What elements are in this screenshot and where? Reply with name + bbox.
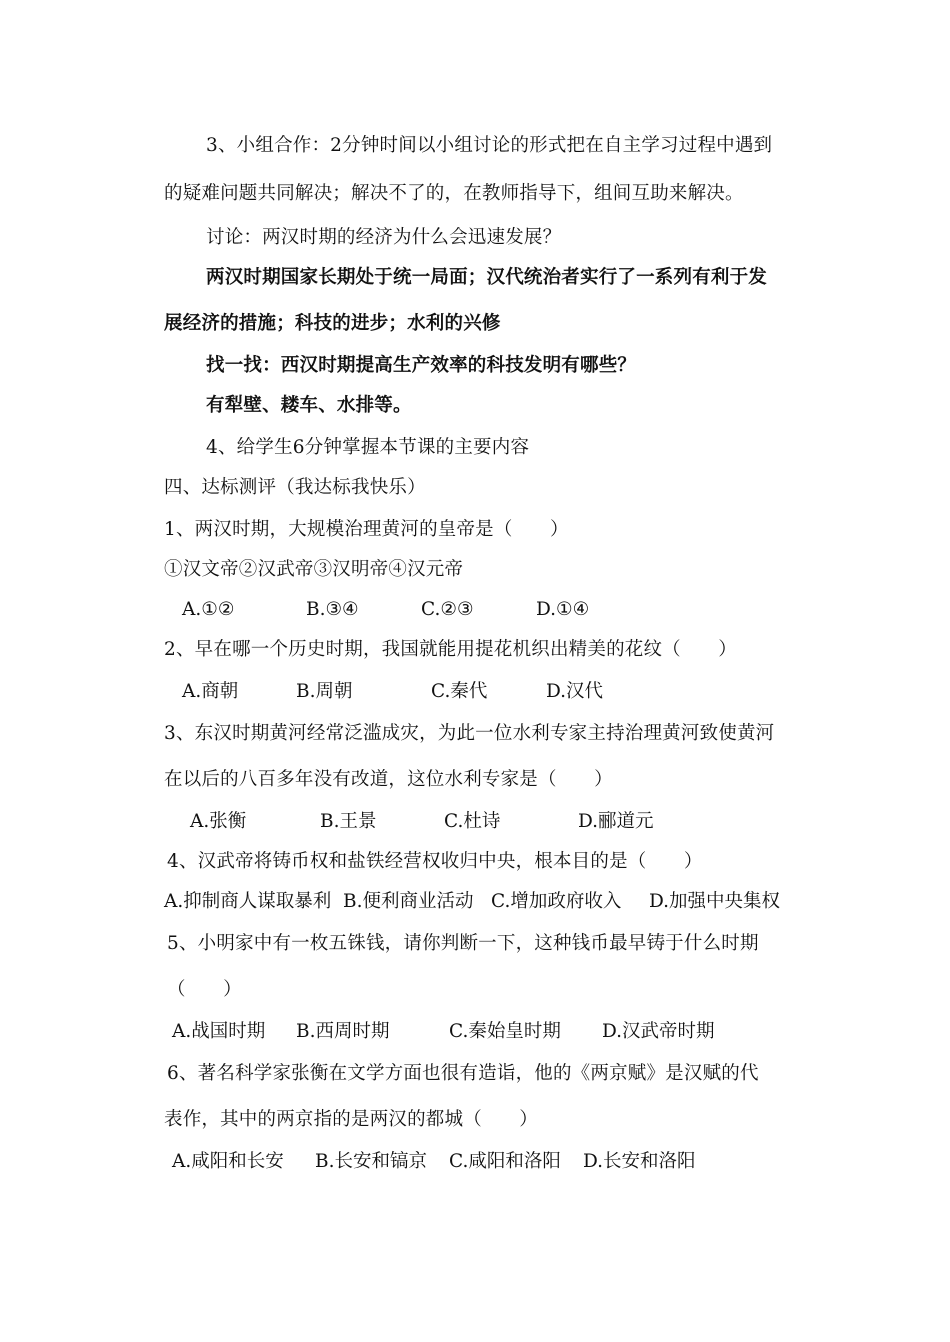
option-a: A.商朝 bbox=[182, 681, 239, 702]
discussion-answer-line-1: 两汉时期国家长期处于统一局面；汉代统治者实行了一系列有利于发 bbox=[206, 267, 768, 288]
question-6-stem-line-1: 6、著名科学家张衡在文学方面也很有造诣，他的《两京赋》是汉赋的代 bbox=[167, 1063, 759, 1084]
option-b: B.便利商业活动 bbox=[343, 891, 474, 912]
find-answer: 有犁壁、耧车、水排等。 bbox=[206, 395, 412, 416]
option-d: D.汉武帝时期 bbox=[602, 1021, 715, 1042]
item-4: 4、给学生6分钟掌握本节课的主要内容 bbox=[206, 437, 530, 458]
question-4-stem: 4、汉武帝将铸币权和盐铁经营权收归中央，根本目的是（ ） bbox=[167, 851, 703, 872]
option-b: B.王景 bbox=[320, 811, 377, 832]
option-b: B.长安和镐京 bbox=[315, 1151, 427, 1172]
question-2-stem: 2、早在哪一个历史时期，我国就能用提花机织出精美的花纹（ ） bbox=[164, 639, 737, 660]
discussion-question: 讨论：两汉时期的经济为什么会迅速发展？ bbox=[206, 227, 562, 248]
option-a: A.①② bbox=[182, 599, 235, 620]
group-work-line-1: 3、小组合作：2分钟时间以小组讨论的形式把在自主学习过程中遇到 bbox=[206, 135, 773, 156]
section-heading: 四、达标测评（我达标我快乐） bbox=[164, 477, 426, 498]
option-d: D.汉代 bbox=[546, 681, 604, 702]
question-3-stem-line-2: 在以后的八百多年没有改道，这位水利专家是（ ） bbox=[164, 769, 613, 790]
option-d: D.郦道元 bbox=[578, 811, 654, 832]
question-6-stem-line-2: 表作，其中的两京指的是两汉的都城（ ） bbox=[164, 1109, 539, 1130]
question-1-choices: ①汉文帝②汉武帝③汉明帝④汉元帝 bbox=[164, 559, 464, 580]
option-d: D.加强中央集权 bbox=[649, 891, 781, 912]
option-a: A.张衡 bbox=[190, 811, 247, 832]
option-a: A.咸阳和长安 bbox=[172, 1151, 284, 1172]
question-5-stem-line-1: 5、小明家中有一枚五铢钱，请你判断一下，这种钱币最早铸于什么时期 bbox=[167, 933, 759, 954]
question-3-stem-line-1: 3、东汉时期黄河经常泛滥成灾，为此一位水利专家主持治理黄河致使黄河 bbox=[164, 723, 775, 744]
question-5-stem-line-2: （ ） bbox=[167, 979, 242, 1000]
option-c: C.杜诗 bbox=[444, 811, 501, 832]
option-c: C.秦代 bbox=[431, 681, 488, 702]
option-c: C.咸阳和洛阳 bbox=[449, 1151, 561, 1172]
option-d: D.长安和洛阳 bbox=[583, 1151, 696, 1172]
option-b: B.西周时期 bbox=[296, 1021, 390, 1042]
group-work-line-2: 的疑难问题共同解决；解决不了的，在教师指导下，组间互助来解决。 bbox=[164, 183, 744, 204]
option-c: C.增加政府收入 bbox=[491, 891, 622, 912]
option-d: D.①④ bbox=[536, 599, 590, 620]
discussion-answer-line-2: 展经济的措施；科技的进步；水利的兴修 bbox=[164, 313, 501, 334]
option-c: C.秦始皇时期 bbox=[449, 1021, 561, 1042]
option-a: A.抑制商人谋取暴利 bbox=[164, 891, 332, 912]
question-1-stem: 1、两汉时期，大规模治理黄河的皇帝是（ ） bbox=[164, 519, 569, 540]
option-b: B.③④ bbox=[306, 599, 359, 620]
find-question: 找一找：西汉时期提高生产效率的科技发明有哪些？ bbox=[206, 355, 637, 376]
option-c: C.②③ bbox=[421, 599, 474, 620]
option-a: A.战国时期 bbox=[172, 1021, 266, 1042]
option-b: B.周朝 bbox=[296, 681, 353, 702]
